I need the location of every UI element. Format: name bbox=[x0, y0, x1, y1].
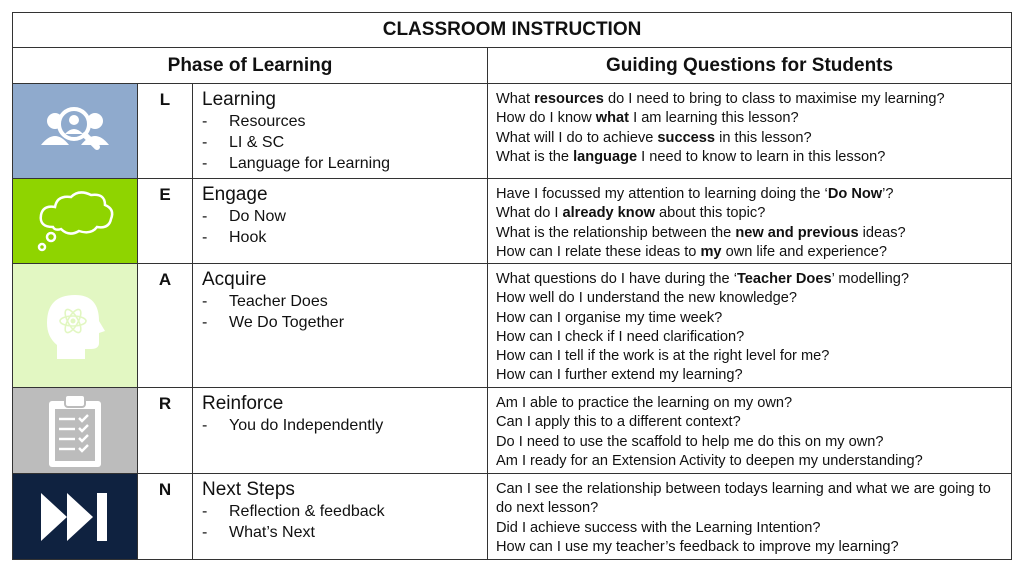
icon-cell-learning bbox=[13, 84, 138, 179]
guiding-question: Do I need to use the scaffold to help me do this on my own? bbox=[496, 433, 884, 450]
phase-letter: E bbox=[138, 179, 193, 264]
phase-cell-acquire bbox=[193, 264, 488, 388]
guiding-question: Am I ready for an Extension Activity to deepen my understanding? bbox=[496, 452, 923, 469]
skip-forward-icon bbox=[33, 489, 117, 545]
phase-items bbox=[202, 291, 479, 333]
guiding-question: Can I see the relationship between todays learning and what we are going to do next lesson? bbox=[496, 481, 991, 517]
icon-cell-reinforce bbox=[13, 388, 138, 474]
guiding-question: Am I able to practice the learning on my own? bbox=[496, 395, 793, 411]
questions-cell-next-steps bbox=[488, 474, 1012, 560]
phase-items bbox=[202, 415, 479, 436]
phase-letter: R bbox=[138, 388, 193, 474]
classroom-instruction-table bbox=[12, 12, 1012, 560]
questions-header: Guiding Questions for Students bbox=[488, 48, 1012, 84]
phase-item: - Hook bbox=[202, 227, 479, 248]
guiding-question: Did I achieve success with the Learning Intention? bbox=[496, 519, 821, 536]
people-search-icon bbox=[35, 101, 115, 161]
questions-cell-reinforce bbox=[488, 388, 1012, 474]
guiding-question: What resources do I need to bring to class to maximise my learning? bbox=[496, 91, 945, 107]
phase-item: - Reflection & feedback bbox=[202, 501, 479, 522]
phase-row-learning bbox=[13, 84, 1012, 179]
icon-cell-engage bbox=[13, 179, 138, 264]
phase-letter: L bbox=[138, 84, 193, 179]
guiding-question: What is the relationship between the new and previous ideas? bbox=[496, 224, 906, 241]
phase-row-engage bbox=[13, 179, 1012, 264]
phase-cell-engage bbox=[193, 179, 488, 264]
guiding-question: What will I do to achieve success in this lesson? bbox=[496, 129, 812, 146]
guiding-question: What do I already know about this topic? bbox=[496, 205, 766, 222]
guiding-question: How can I tell if the work is at the right level for me? bbox=[496, 348, 830, 365]
icon-cell-acquire bbox=[13, 264, 138, 388]
phase-item: - Do Now bbox=[202, 206, 479, 227]
head-atom-icon bbox=[45, 291, 105, 361]
guiding-question: How well do I understand the new knowledge? bbox=[496, 290, 797, 307]
guiding-question: What is the language I need to know to learn in this lesson? bbox=[496, 148, 886, 165]
phase-name: Reinforce bbox=[202, 393, 284, 414]
phase-letter: N bbox=[138, 474, 193, 560]
clipboard-checklist-icon bbox=[45, 393, 105, 469]
phase-items bbox=[202, 501, 479, 543]
guiding-question: How can I check if I need clarification? bbox=[496, 328, 745, 345]
guiding-question: How can I use my teacher’s feedback to improve my learning? bbox=[496, 538, 899, 555]
phase-items bbox=[202, 206, 479, 248]
phase-name: Engage bbox=[202, 184, 268, 205]
table-title: CLASSROOM INSTRUCTION bbox=[13, 13, 1012, 48]
phase-row-next-steps bbox=[13, 474, 1012, 560]
phase-item: - LI & SC bbox=[202, 132, 479, 153]
thought-bubble-icon bbox=[33, 187, 117, 255]
phase-letter: A bbox=[138, 264, 193, 388]
phase-name: Learning bbox=[202, 89, 276, 110]
phase-header: Phase of Learning bbox=[13, 48, 488, 84]
phase-cell-next-steps bbox=[193, 474, 488, 560]
phase-item: - Teacher Does bbox=[202, 291, 479, 312]
phase-row-reinforce bbox=[13, 388, 1012, 474]
phase-cell-reinforce bbox=[193, 388, 488, 474]
phase-row-acquire bbox=[13, 264, 1012, 388]
questions-cell-learning bbox=[488, 84, 1012, 179]
guiding-question: How do I know what I am learning this lesson? bbox=[496, 110, 799, 127]
phase-item: - Resources bbox=[202, 111, 479, 132]
guiding-question: Can I apply this to a different context? bbox=[496, 414, 741, 431]
phase-item: - What’s Next bbox=[202, 522, 479, 543]
phase-items bbox=[202, 111, 479, 174]
guiding-question: How can I further extend my learning? bbox=[496, 367, 743, 384]
phase-cell-learning bbox=[193, 84, 488, 179]
phase-name: Acquire bbox=[202, 269, 267, 290]
guiding-question: How can I organise my time week? bbox=[496, 309, 723, 326]
phase-item: - We Do Together bbox=[202, 312, 479, 333]
phase-item: - You do Independently bbox=[202, 415, 479, 436]
guiding-question: How can I relate these ideas to my own life and experience? bbox=[496, 243, 888, 260]
guiding-question: Have I focussed my attention to learning doing the ‘Do Now’? bbox=[496, 186, 894, 202]
questions-cell-acquire bbox=[488, 264, 1012, 388]
phase-name: Next Steps bbox=[202, 479, 295, 500]
phase-item: - Language for Learning bbox=[202, 153, 479, 174]
questions-cell-engage bbox=[488, 179, 1012, 264]
icon-cell-next-steps bbox=[13, 474, 138, 560]
guiding-question: What questions do I have during the ‘Teacher Does’ modelling? bbox=[496, 271, 909, 287]
